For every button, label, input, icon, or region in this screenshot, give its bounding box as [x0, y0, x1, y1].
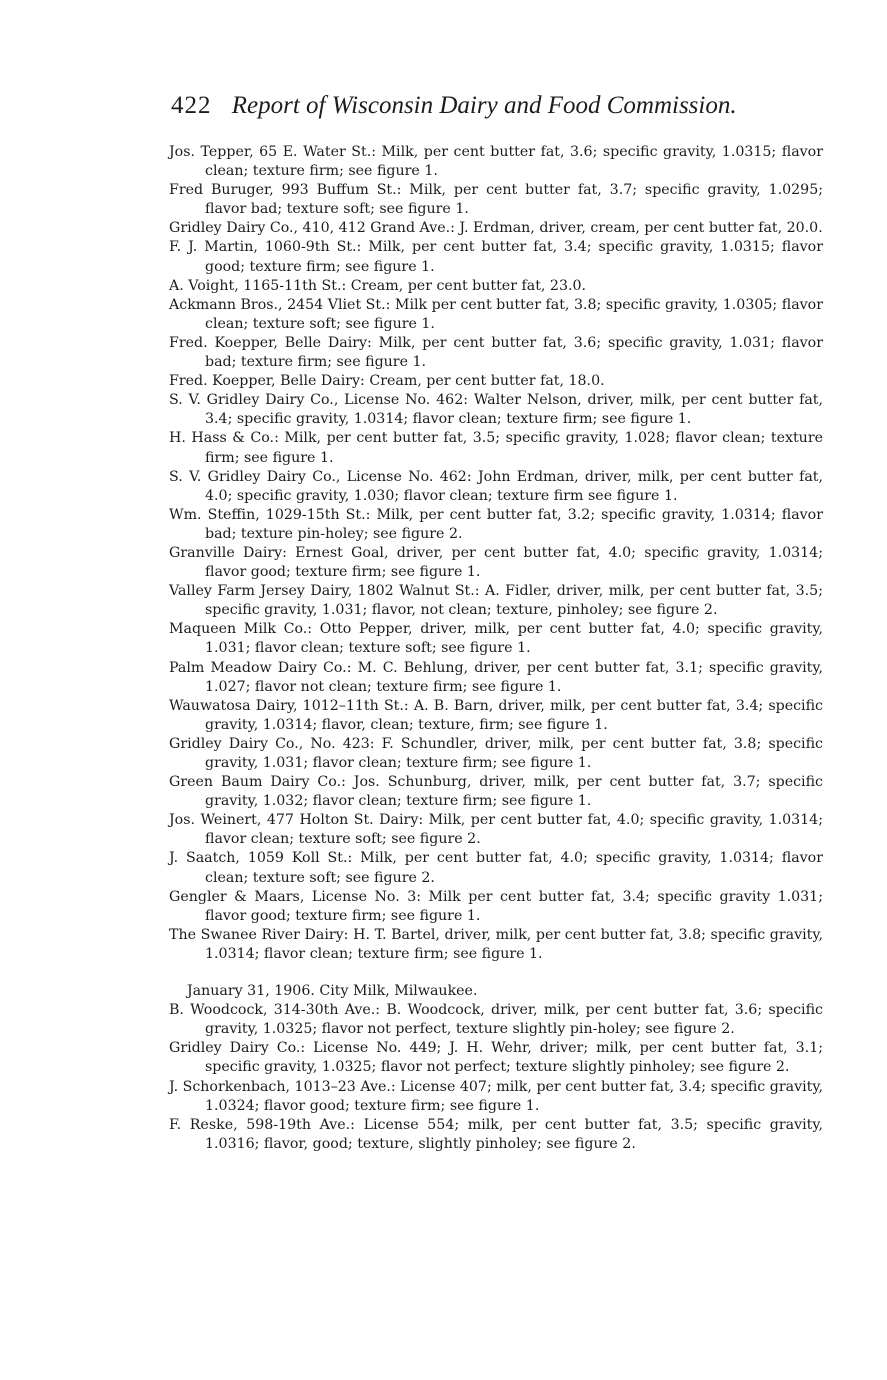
entry: F. J. Martin, 1060-9th St.: Milk, per cent butter fat, 3.4; specific gravity, 1.0315; flavor good; texture firm; see figure 1.	[169, 239, 823, 275]
entry: Wauwatosa Dairy, 1012–11th St.: A. B. Barn, driver, milk, per cent butter fat, 3.4; specific gravity, 1.0314; flavor, clean; texture, firm; see figure 1.	[169, 697, 823, 733]
entry: Granville Dairy: Ernest Goal, driver, per cent butter fat, 4.0; specific gravity, 1.0314; flavor good; texture firm; see figure 1.	[169, 544, 823, 581]
entry: Gengler & Maars, License No. 3: Milk per cent butter fat, 3.4; specific gravity 1.031; flavor good; texture firm; see figure 1.	[169, 888, 823, 924]
entry: A. Voight, 1165-11th St.: Cream, per cent butter fat, 23.0.	[169, 277, 587, 294]
running-header	[171, 92, 831, 120]
entry: Jos. Tepper, 65 E. Water St.: Milk, per cent butter fat, 3.6; specific gravity, 1.0315; flavor clean; texture firm; see figure 1.	[169, 144, 823, 180]
entry: F. Reske, 598-19th Ave.: License 554; milk, per cent butter fat, 3.5; specific gravity, 1.0316; flavor, good; texture, slightly pinholey; see figure 2.	[169, 1116, 823, 1152]
entry: Wm. Steffin, 1029-15th St.: Milk, per cent butter fat, 3.2; specific gravity, 1.0314; flavor bad; texture pin-holey; see figure 2.	[169, 506, 823, 542]
entry: J. Schorkenbach, 1013–23 Ave.: License 407; milk, per cent butter fat, 3.4; specific gravity, 1.0324; flavor good; texture firm; see figure 1.	[169, 1078, 823, 1114]
entry: Gridley Dairy Co., No. 423: F. Schundler, driver, milk, per cent butter fat, 3.8; specific gravity, 1.031; flavor clean; texture firm; see figure 1.	[169, 735, 823, 771]
entry: Gridley Dairy Co., 410, 412 Grand Ave.: J. Erdman, driver, cream, per cent butter fat, 20.0.	[169, 220, 823, 237]
entry: B. Woodcock, 314-30th Ave.: B. Woodcock, driver, milk, per cent butter fat, 3.6; specific gravity, 1.0325; flavor not perfect, texture slightly pin-holey; see figure 2.	[169, 1002, 823, 1038]
entry: Maqueen Milk Co.: Otto Pepper, driver, milk, per cent butter fat, 4.0; specific gravity, 1.031; flavor clean; texture soft; see figure 1.	[169, 621, 823, 657]
entry: Gridley Dairy Co.: License No. 449; J. H. Wehr, driver; milk, per cent butter fat, 3.1; specific gravity, 1.0325; flavor not perfect; texture slightly pinholey; see figure 2.	[169, 1040, 823, 1076]
entry: Valley Farm Jersey Dairy, 1802 Walnut St.: A. Fidler, driver, milk, per cent butter fat, 3.5; specific gravity, 1.031; flavor, not clean; texture, pinholey; see figure 2.	[169, 583, 823, 619]
entry: Jos. Weinert, 477 Holton St. Dairy: Milk, per cent butter fat, 4.0; specific gravity, 1.0314; flavor clean; texture soft; see figure 2.	[169, 812, 823, 848]
entry: Palm Meadow Dairy Co.: M. C. Behlung, driver, per cent butter fat, 3.1; specific gravity, 1.027; flavor not clean; texture firm; see figure 1.	[169, 659, 823, 695]
entry-list-dairies	[169, 143, 823, 964]
entry: Fred. Koepper, Belle Dairy: Cream, per cent butter fat, 18.0.	[169, 373, 605, 390]
entry: Fred. Koepper, Belle Dairy: Milk, per cent butter fat, 3.6; specific gravity, 1.031; flavor bad; texture firm; see figure 1.	[169, 334, 823, 371]
running-title: Report of Wisconsin Dairy and Food Commission.	[231, 92, 737, 119]
entry: S. V. Gridley Dairy Co., License No. 462: John Erdman, driver, milk, per cent butter fat, 4.0; specific gravity, 1.030; flavor clean; texture firm see figure 1.	[169, 468, 823, 504]
entry: Fred Buruger, 993 Buffum St.: Milk, per cent butter fat, 3.7; specific gravity, 1.0295; flavor bad; texture soft; see figure 1.	[169, 182, 823, 218]
page-number: 422	[171, 92, 212, 119]
report-body	[169, 143, 823, 1154]
entry: Ackmann Bros., 2454 Vliet St.: Milk per cent butter fat, 3.8; specific gravity, 1.0305; flavor clean; texture soft; see figure 1.	[169, 296, 823, 332]
entry: S. V. Gridley Dairy Co., License No. 462: Walter Nelson, driver, milk, per cent butter fat, 3.4; specific gravity, 1.0314; flavor clean; texture firm; see figure 1.	[169, 392, 823, 428]
entry: Green Baum Dairy Co.: Jos. Schunburg, driver, milk, per cent butter fat, 3.7; specific gravity, 1.032; flavor clean; texture firm; see figure 1.	[169, 774, 823, 810]
entry-list-city-milk	[169, 1001, 823, 1154]
entry: J. Saatch, 1059 Koll St.: Milk, per cent butter fat, 4.0; specific gravity, 1.0314; flavor clean; texture soft; see figure 2.	[169, 850, 823, 886]
entry: The Swanee River Dairy: H. T. Bartel, driver, milk, per cent butter fat, 3.8; specific gravity, 1.0314; flavor clean; texture firm; see figure 1.	[169, 926, 823, 962]
entry: H. Hass & Co.: Milk, per cent butter fat, 3.5; specific gravity, 1.028; flavor clean; texture firm; see figure 1.	[169, 430, 823, 466]
section-heading: January 31, 1906. City Milk, Milwaukee.	[187, 983, 478, 1000]
